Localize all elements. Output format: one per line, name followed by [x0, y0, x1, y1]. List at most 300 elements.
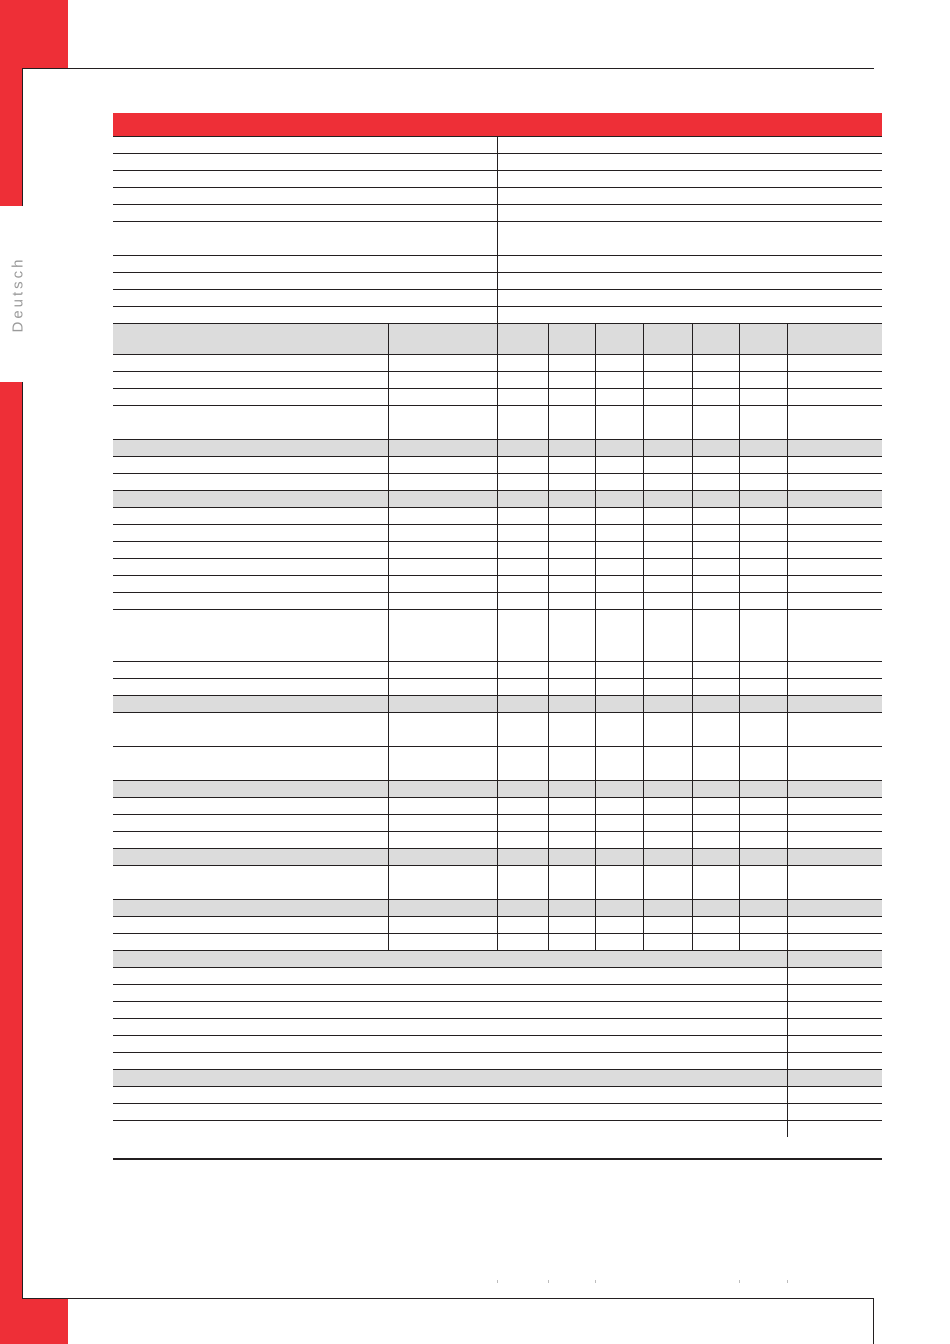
table-row	[113, 405, 882, 439]
table-row	[113, 1018, 882, 1035]
table-cell-divider	[692, 781, 693, 797]
table-cell-divider	[595, 389, 596, 405]
table-cell-divider	[497, 188, 498, 204]
table-cell-divider	[595, 406, 596, 439]
table-row	[113, 255, 882, 272]
table-cell-divider	[787, 1087, 788, 1103]
table-cell-divider	[497, 559, 498, 575]
left-red-strip-top	[0, 0, 22, 206]
table-row	[113, 289, 882, 306]
table-cell-divider	[643, 696, 644, 712]
table-cell-divider	[739, 525, 740, 541]
table-cell-divider	[388, 593, 389, 609]
table-cell-divider	[692, 849, 693, 865]
table-cell-divider	[643, 679, 644, 695]
table-cell-divider	[548, 389, 549, 405]
table-row	[113, 388, 882, 405]
table-cell-divider	[595, 457, 596, 473]
table-cell-divider	[739, 934, 740, 950]
table-cell-divider	[595, 849, 596, 865]
table-row	[113, 221, 882, 255]
table-row	[113, 1052, 882, 1069]
table-cell-divider	[739, 324, 740, 354]
table-cell-divider	[595, 815, 596, 831]
table-cell-divider	[692, 372, 693, 388]
table-cell-divider	[739, 457, 740, 473]
table-cell-divider	[595, 491, 596, 507]
table-cell-divider	[388, 525, 389, 541]
table-cell-divider	[388, 832, 389, 848]
table-cell-divider	[497, 713, 498, 746]
table-cell-divider	[643, 406, 644, 439]
table-cell-divider	[548, 406, 549, 439]
table-row	[113, 661, 882, 678]
table-cell-divider	[497, 372, 498, 388]
table-row	[113, 967, 882, 984]
table-cell-divider	[739, 662, 740, 678]
table-row	[113, 933, 882, 950]
table-row	[113, 780, 882, 797]
table-cell-divider	[497, 900, 498, 916]
table-cell-divider	[692, 610, 693, 661]
table-cell-divider	[388, 934, 389, 950]
table-cell-divider	[692, 355, 693, 371]
table-cell-divider	[739, 559, 740, 575]
table-cell-divider	[692, 525, 693, 541]
table-cell-divider	[787, 1121, 788, 1137]
table-cell-divider	[643, 662, 644, 678]
table-cell-divider	[548, 866, 549, 899]
table-cell-divider	[497, 474, 498, 490]
table-cell-divider	[739, 389, 740, 405]
table-cell-divider	[739, 542, 740, 558]
table-cell-divider	[497, 273, 498, 289]
table-row	[113, 323, 882, 354]
table-cell-divider	[643, 491, 644, 507]
table-row	[113, 1001, 882, 1018]
table-cell-divider	[739, 440, 740, 456]
table-cell-divider	[497, 508, 498, 524]
table-cell-divider	[692, 934, 693, 950]
table-cell-divider	[787, 1002, 788, 1018]
table-cell-divider	[388, 610, 389, 661]
table-cell-divider	[595, 832, 596, 848]
table-row	[113, 541, 882, 558]
table-cell-divider	[548, 713, 549, 746]
table-cell-divider	[787, 576, 788, 592]
table-cell-divider	[739, 798, 740, 814]
table-cell-divider	[388, 576, 389, 592]
table-cell-divider	[595, 474, 596, 490]
table-cell-divider	[643, 798, 644, 814]
table-cell-divider	[643, 713, 644, 746]
table-cell-divider	[787, 440, 788, 456]
table-cell-divider	[787, 747, 788, 780]
footer-rule	[22, 1298, 874, 1299]
table-cell-divider	[643, 372, 644, 388]
table-cell-divider	[643, 610, 644, 661]
table-cell-divider	[388, 389, 389, 405]
table-cell-divider	[787, 474, 788, 490]
table-cell-divider	[388, 679, 389, 695]
table-cell-divider	[595, 934, 596, 950]
table-cell-divider	[388, 559, 389, 575]
table-cell-divider	[692, 457, 693, 473]
table-cell-divider	[739, 696, 740, 712]
table-cell-divider	[692, 900, 693, 916]
table-cell-divider	[692, 389, 693, 405]
table-cell-divider	[643, 593, 644, 609]
table-cell-divider	[497, 205, 498, 221]
table-cell-divider	[643, 849, 644, 865]
table-cell-divider	[548, 593, 549, 609]
table-cell-divider	[787, 900, 788, 916]
table-cell-divider	[739, 849, 740, 865]
table-cell-divider	[787, 610, 788, 661]
table-cell-divider	[595, 610, 596, 661]
table-cell-divider	[595, 593, 596, 609]
table-cell-divider	[548, 832, 549, 848]
table-cell-divider	[497, 137, 498, 153]
table-cell-divider	[548, 610, 549, 661]
table-row	[113, 678, 882, 695]
table-row	[113, 848, 882, 865]
table-row	[113, 473, 882, 490]
table-cell-divider	[692, 713, 693, 746]
table-cell-divider	[548, 491, 549, 507]
table-row	[113, 204, 882, 221]
table-cell-divider	[388, 713, 389, 746]
table-cell-divider	[595, 866, 596, 899]
table-cell-divider	[497, 222, 498, 255]
table-cell-divider	[497, 610, 498, 661]
table-cell-divider	[497, 832, 498, 848]
table-bottom-rule	[113, 1158, 882, 1160]
table-cell-divider	[497, 781, 498, 797]
table-row	[113, 831, 882, 848]
table-cell-divider	[497, 866, 498, 899]
table-cell-divider	[548, 508, 549, 524]
table-cell-divider	[388, 900, 389, 916]
table-cell-divider	[643, 508, 644, 524]
table-cell-divider	[643, 324, 644, 354]
table-cell-divider	[692, 832, 693, 848]
table-cell-divider	[388, 815, 389, 831]
table-cell-divider	[643, 900, 644, 916]
table-cell-divider	[692, 406, 693, 439]
table-cell-divider	[497, 307, 498, 323]
table-cell-divider	[643, 866, 644, 899]
top-red-tab	[22, 0, 68, 68]
table-cell-divider	[388, 440, 389, 456]
table-cell-divider	[497, 662, 498, 678]
table-cell-divider	[787, 951, 788, 967]
table-row	[113, 187, 882, 204]
table-cell-divider	[388, 849, 389, 865]
footer-rule-right	[873, 1298, 874, 1344]
table-row	[113, 797, 882, 814]
table-cell-divider	[548, 798, 549, 814]
table-cell-divider	[643, 815, 644, 831]
table-cell-divider	[787, 593, 788, 609]
table-cell-divider	[388, 355, 389, 371]
table-body	[113, 136, 882, 1137]
table-cell-divider	[595, 508, 596, 524]
table-cell-divider	[692, 662, 693, 678]
table-cell-divider	[643, 389, 644, 405]
table-cell-divider	[692, 542, 693, 558]
table-cell-divider	[497, 696, 498, 712]
table-row	[113, 306, 882, 323]
table-row	[113, 575, 882, 592]
table-cell-divider	[787, 389, 788, 405]
table-cell-divider	[692, 866, 693, 899]
table-cell-divider	[643, 747, 644, 780]
table-cell-divider	[787, 815, 788, 831]
table-cell-divider	[787, 713, 788, 746]
table-cell-divider	[787, 798, 788, 814]
table-cell-divider	[739, 781, 740, 797]
table-cell-divider	[643, 917, 644, 933]
table-cell-divider	[787, 491, 788, 507]
table-cell-divider	[787, 406, 788, 439]
table-cell-divider	[692, 474, 693, 490]
language-tab	[0, 252, 36, 336]
table-cell-divider	[692, 559, 693, 575]
table-cell-divider	[739, 372, 740, 388]
table-cell-divider	[548, 662, 549, 678]
table-row	[113, 558, 882, 575]
table-cell-divider	[595, 525, 596, 541]
table-cell-divider	[739, 900, 740, 916]
table-cell-divider	[595, 559, 596, 575]
table-cell-divider	[595, 713, 596, 746]
table-row	[113, 170, 882, 187]
table-cell-divider	[595, 696, 596, 712]
table-cell-divider	[787, 559, 788, 575]
table-cell-divider	[643, 576, 644, 592]
table-cell-divider	[787, 985, 788, 1001]
table-cell-divider	[548, 917, 549, 933]
table-cell-divider	[739, 679, 740, 695]
table-cell-divider	[692, 798, 693, 814]
table-cell-divider	[497, 917, 498, 933]
table-cell-divider	[739, 508, 740, 524]
table-cell-divider	[497, 542, 498, 558]
table-cell-divider	[548, 679, 549, 695]
table-cell-divider	[548, 474, 549, 490]
table-cell-divider	[497, 849, 498, 865]
table-cell-divider	[739, 610, 740, 661]
table-cell-divider	[595, 440, 596, 456]
table-cell-divider	[643, 934, 644, 950]
table-cell-divider	[787, 324, 788, 354]
table-cell-divider	[388, 457, 389, 473]
table-cell-divider	[388, 747, 389, 780]
table-cell-divider	[787, 917, 788, 933]
table-cell-divider	[388, 542, 389, 558]
header-rule	[22, 68, 874, 69]
table-cell-divider	[787, 968, 788, 984]
table-cell-divider	[787, 934, 788, 950]
table-cell-divider	[388, 866, 389, 899]
table-row	[113, 371, 882, 388]
table-row	[113, 136, 882, 153]
table-cell-divider	[388, 372, 389, 388]
table-cell-divider	[548, 900, 549, 916]
table-cell-divider	[595, 747, 596, 780]
header-rule-corner	[22, 68, 23, 206]
table-cell-divider	[739, 576, 740, 592]
table-row	[113, 814, 882, 831]
footer-tick	[787, 1280, 788, 1283]
table-cell-divider	[548, 849, 549, 865]
table-cell-divider	[692, 696, 693, 712]
table-cell-divider	[497, 815, 498, 831]
table-row	[113, 984, 882, 1001]
table-row	[113, 153, 882, 170]
table-cell-divider	[643, 781, 644, 797]
table-row	[113, 490, 882, 507]
table-cell-divider	[692, 491, 693, 507]
footer-tick	[497, 1280, 498, 1283]
table-cell-divider	[643, 559, 644, 575]
table-cell-divider	[787, 696, 788, 712]
table-cell-divider	[497, 491, 498, 507]
table-cell-divider	[548, 781, 549, 797]
table-cell-divider	[548, 525, 549, 541]
table-cell-divider	[692, 508, 693, 524]
table-cell-divider	[497, 440, 498, 456]
table-cell-divider	[497, 747, 498, 780]
table-cell-divider	[739, 747, 740, 780]
table-cell-divider	[388, 696, 389, 712]
table-cell-divider	[548, 934, 549, 950]
table-cell-divider	[739, 474, 740, 490]
table-cell-divider	[595, 324, 596, 354]
table-cell-divider	[497, 576, 498, 592]
table-cell-divider	[548, 542, 549, 558]
bottom-red-tab	[22, 1298, 68, 1344]
table-row	[113, 524, 882, 541]
table-cell-divider	[787, 662, 788, 678]
left-red-strip-bottom	[0, 382, 22, 1344]
table-cell-divider	[739, 713, 740, 746]
table-cell-divider	[643, 525, 644, 541]
table-cell-divider	[643, 542, 644, 558]
table-cell-divider	[787, 849, 788, 865]
table-cell-divider	[595, 372, 596, 388]
table-cell-divider	[595, 917, 596, 933]
table-cell-divider	[497, 355, 498, 371]
table-cell-divider	[739, 406, 740, 439]
table-row	[113, 354, 882, 371]
table-cell-divider	[787, 1070, 788, 1086]
table-cell-divider	[595, 781, 596, 797]
table-row	[113, 950, 882, 967]
table-row	[113, 1103, 882, 1120]
table-cell-divider	[497, 679, 498, 695]
table-cell-divider	[497, 154, 498, 170]
table-cell-divider	[787, 542, 788, 558]
table-cell-divider	[548, 576, 549, 592]
spec-table	[113, 113, 882, 1137]
table-cell-divider	[787, 679, 788, 695]
footer-tick	[739, 1280, 740, 1283]
table-cell-divider	[787, 355, 788, 371]
table-cell-divider	[692, 747, 693, 780]
table-cell-divider	[388, 662, 389, 678]
table-cell-divider	[388, 324, 389, 354]
table-cell-divider	[787, 1036, 788, 1052]
table-cell-divider	[739, 491, 740, 507]
table-cell-divider	[787, 1104, 788, 1120]
table-cell-divider	[595, 798, 596, 814]
table-cell-divider	[388, 474, 389, 490]
table-cell-divider	[497, 525, 498, 541]
table-row	[113, 746, 882, 780]
table-cell-divider	[643, 457, 644, 473]
table-cell-divider	[643, 832, 644, 848]
table-cell-divider	[692, 324, 693, 354]
table-cell-divider	[548, 696, 549, 712]
table-cell-divider	[497, 593, 498, 609]
table-title-bar	[113, 113, 882, 136]
table-cell-divider	[643, 355, 644, 371]
table-cell-divider	[643, 474, 644, 490]
table-cell-divider	[388, 917, 389, 933]
table-row	[113, 1086, 882, 1103]
table-row	[113, 272, 882, 289]
table-cell-divider	[388, 798, 389, 814]
table-row	[113, 916, 882, 933]
table-cell-divider	[595, 542, 596, 558]
table-cell-divider	[548, 440, 549, 456]
table-cell-divider	[388, 508, 389, 524]
table-cell-divider	[787, 372, 788, 388]
table-cell-divider	[692, 917, 693, 933]
table-cell-divider	[548, 747, 549, 780]
table-cell-divider	[497, 798, 498, 814]
table-cell-divider	[739, 866, 740, 899]
table-cell-divider	[787, 866, 788, 899]
table-cell-divider	[739, 815, 740, 831]
table-cell-divider	[643, 440, 644, 456]
table-cell-divider	[497, 457, 498, 473]
table-cell-divider	[739, 917, 740, 933]
table-cell-divider	[548, 355, 549, 371]
table-cell-divider	[692, 440, 693, 456]
table-row	[113, 1069, 882, 1086]
footer-tick	[548, 1280, 549, 1283]
table-cell-divider	[595, 900, 596, 916]
table-cell-divider	[739, 832, 740, 848]
table-cell-divider	[787, 525, 788, 541]
table-cell-divider	[548, 324, 549, 354]
table-cell-divider	[497, 406, 498, 439]
table-row	[113, 507, 882, 524]
table-cell-divider	[497, 389, 498, 405]
table-cell-divider	[787, 832, 788, 848]
table-cell-divider	[692, 815, 693, 831]
language-label: Deutsch	[9, 255, 27, 333]
table-row	[113, 899, 882, 916]
table-row	[113, 439, 882, 456]
table-cell-divider	[739, 593, 740, 609]
table-cell-divider	[548, 457, 549, 473]
table-cell-divider	[787, 1053, 788, 1069]
table-cell-divider	[497, 324, 498, 354]
